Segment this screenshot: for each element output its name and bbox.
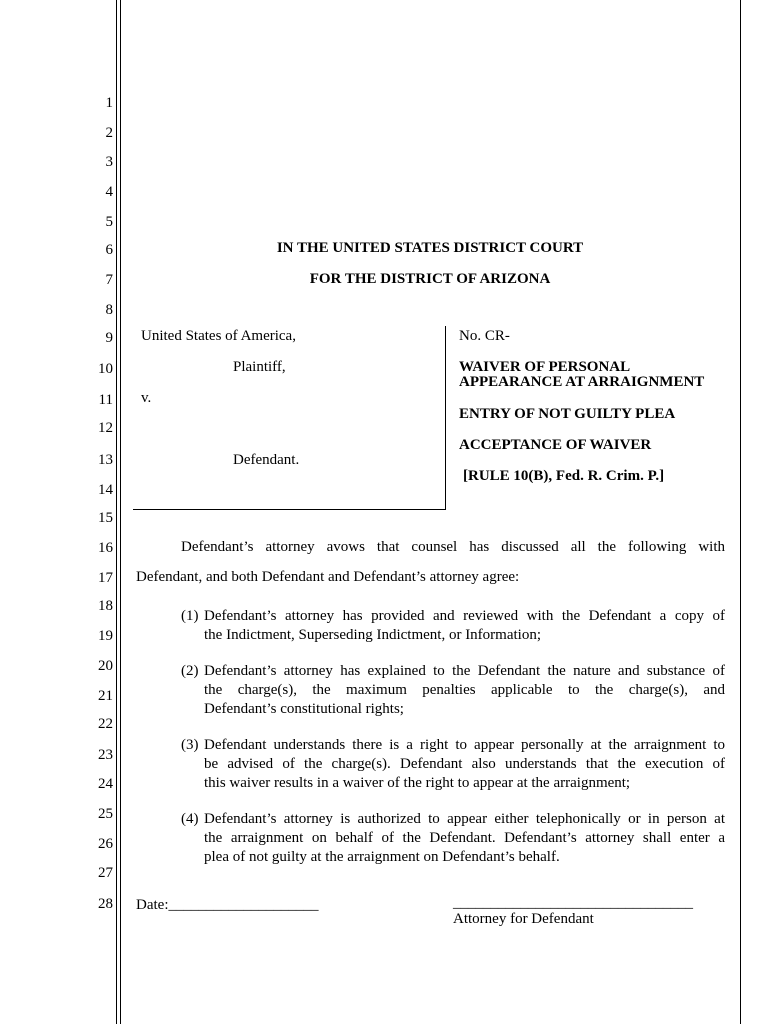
- line-number: 28: [98, 896, 113, 912]
- versus: v.: [141, 390, 152, 406]
- attorney-signature-line: ________________________________: [453, 895, 693, 911]
- line-number: 9: [105, 330, 113, 346]
- line-number: 27: [98, 865, 113, 881]
- list-item-line: Defendant’s attorney is authorized to appear either telephonically or in person at: [204, 811, 725, 827]
- left-margin-rule-outer: [116, 0, 117, 1024]
- case-number: No. CR-: [459, 328, 510, 344]
- line-number: 6: [105, 242, 113, 258]
- right-margin-rule: [740, 0, 741, 1024]
- line-number: 1: [105, 95, 113, 111]
- line-number: 15: [98, 510, 113, 526]
- plaintiff-role: Plaintiff,: [233, 359, 286, 375]
- line-number: 14: [98, 482, 113, 498]
- line-number: 17: [98, 570, 113, 586]
- line-number: 13: [98, 452, 113, 468]
- case-title-line3: ENTRY OF NOT GUILTY PLEA: [459, 406, 676, 422]
- court-heading-line2: FOR THE DISTRICT OF ARIZONA: [309, 271, 551, 287]
- list-item-line: Defendant’s constitutional rights;: [204, 701, 404, 717]
- line-number: 20: [98, 658, 113, 674]
- court-heading-line1: IN THE UNITED STATES DISTRICT COURT: [276, 240, 584, 256]
- line-number-column: [0, 0, 113, 1024]
- attorney-label: Attorney for Defendant: [453, 911, 594, 927]
- line-number: 24: [98, 776, 113, 792]
- list-item-number: (4): [181, 811, 199, 827]
- line-number: 10: [98, 361, 113, 377]
- line-number: 3: [105, 154, 113, 170]
- list-item-line: Defendant understands there is a right to appear personally at the arraignment to: [204, 737, 725, 753]
- line-number: 22: [98, 716, 113, 732]
- list-item-line: Defendant’s attorney has explained to the Defendant the nature and substance of: [204, 663, 725, 679]
- line-number: 21: [98, 688, 113, 704]
- list-item-number: (2): [181, 663, 199, 679]
- defendant-role: Defendant.: [233, 452, 300, 468]
- intro-line2: Defendant, and both Defendant and Defendant’s attorney agree:: [136, 569, 520, 585]
- case-title-line2: APPEARANCE AT ARRAIGNMENT: [459, 374, 705, 390]
- list-item-line: Defendant’s attorney has provided and reviewed with the Defendant a copy of: [204, 608, 725, 624]
- list-item-4: [181, 810, 725, 867]
- line-number: 5: [105, 214, 113, 230]
- list-item-2: [181, 662, 725, 719]
- list-item-1: [181, 607, 725, 645]
- plaintiff-name: United States of America,: [141, 328, 296, 344]
- list-item-line: plea of not guilty at the arraignment on Defendant’s behalf.: [204, 849, 560, 865]
- list-item-number: (3): [181, 737, 199, 753]
- date-field: Date:____________________: [136, 897, 319, 913]
- list-item-line: be advised of the charge(s). Defendant also understands that the execution of: [204, 756, 725, 772]
- line-number: 11: [98, 392, 113, 408]
- line-number: 12: [98, 420, 113, 436]
- line-number: 7: [105, 272, 113, 288]
- list-item-line: the charge(s), the maximum penalties applicable to the charge(s), and: [204, 682, 725, 698]
- line-number: 25: [98, 806, 113, 822]
- line-number: 18: [98, 598, 113, 614]
- line-number: 16: [98, 540, 113, 556]
- list-item-line: the Indictment, Superseding Indictment, or Information;: [204, 627, 542, 643]
- caption-divider-vertical: [445, 326, 446, 510]
- line-number: 19: [98, 628, 113, 644]
- list-item-line: this waiver results in a waiver of the right to appear at the arraignment;: [204, 775, 631, 791]
- list-item-3: [181, 736, 725, 793]
- line-number: 4: [105, 184, 113, 200]
- list-item-number: (1): [181, 608, 199, 624]
- line-number: 26: [98, 836, 113, 852]
- rule-citation: [RULE 10(B), Fed. R. Crim. P.]: [463, 468, 665, 484]
- line-number: 2: [105, 125, 113, 141]
- left-margin-rule-inner: [120, 0, 121, 1024]
- line-number: 8: [105, 302, 113, 318]
- case-title-line1: WAIVER OF PERSONAL: [459, 359, 631, 375]
- case-title-line4: ACCEPTANCE OF WAIVER: [459, 437, 652, 453]
- intro-line1: Defendant’s attorney avows that counsel has discussed all the following with: [181, 539, 725, 555]
- caption-divider-horizontal: [133, 509, 446, 510]
- line-number: 23: [98, 747, 113, 763]
- list-item-line: the arraignment on behalf of the Defendant. Defendant’s attorney shall enter a: [204, 830, 725, 846]
